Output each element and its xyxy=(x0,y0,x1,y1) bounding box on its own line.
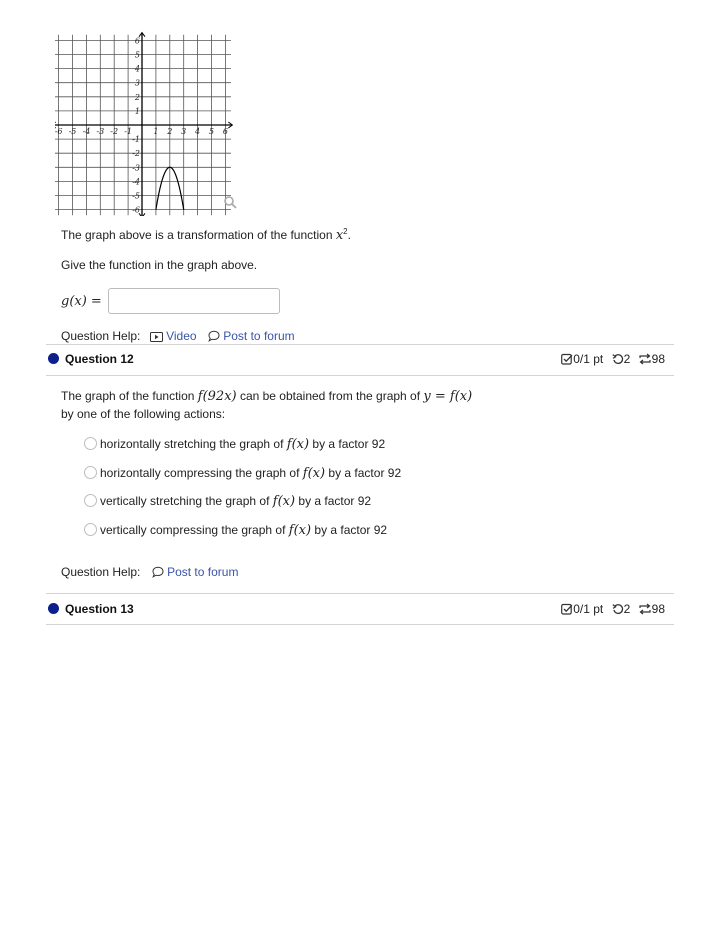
divider xyxy=(46,344,674,345)
function-graph xyxy=(55,30,245,216)
radio-button[interactable] xyxy=(84,494,97,507)
status-dot xyxy=(48,353,59,364)
x-tick-label: 5 xyxy=(208,127,215,136)
retry-icon xyxy=(612,353,624,365)
q12-prompt: The graph of the function f(92x) can be obtained from the graph of y = f(x) xyxy=(61,389,473,404)
y-tick-label: -3 xyxy=(132,163,140,173)
y-tick-label: 6 xyxy=(134,36,140,46)
y-tick-label: -6 xyxy=(132,205,140,215)
x-tick-label: 4 xyxy=(195,127,201,136)
versions-icon xyxy=(638,603,652,615)
q12-title: Question 12 xyxy=(65,352,134,366)
y-tick-label: 3 xyxy=(134,78,140,88)
speech-bubble-icon xyxy=(152,566,164,578)
status-dot xyxy=(48,603,59,614)
q12-help xyxy=(61,565,238,579)
retry-icon xyxy=(612,603,624,615)
option-4[interactable]: vertically compressing the graph of f(x) by a factor 92 xyxy=(84,523,387,538)
option-2[interactable]: horizontally compressing the graph of f(x) by a factor 92 xyxy=(84,466,401,481)
y-tick-label: -5 xyxy=(132,191,140,201)
y-tick-label: 1 xyxy=(134,106,140,116)
q13-title: Question 13 xyxy=(65,602,134,616)
y-tick-label: -4 xyxy=(132,177,140,187)
q12-header xyxy=(48,352,134,366)
q13-header xyxy=(48,602,134,616)
q12-prompt-line2: by one of the following actions: xyxy=(61,407,226,421)
video-icon xyxy=(150,332,163,342)
q11-help xyxy=(61,329,295,343)
y-tick-label: -2 xyxy=(132,149,140,159)
q13-meta: 0/1 pt 2 98 xyxy=(561,602,665,616)
post-to-forum-link[interactable]: Post to forum xyxy=(152,565,239,579)
divider xyxy=(46,624,674,625)
x-tick-label: -5 xyxy=(68,127,77,136)
option-3[interactable]: vertically stretching the graph of f(x) by a factor 92 xyxy=(84,494,371,509)
divider xyxy=(46,375,674,376)
versions-icon xyxy=(638,353,652,365)
x-tick-label: -4 xyxy=(82,127,91,136)
q11-instruction: Give the function in the graph above. xyxy=(61,258,258,272)
y-tick-label: 2 xyxy=(134,92,140,102)
checkbox-score-icon xyxy=(561,603,573,615)
radio-button[interactable] xyxy=(84,437,97,450)
x-tick-label: -3 xyxy=(96,127,105,136)
y-tick-label: 4 xyxy=(134,64,140,74)
option-1[interactable]: horizontally stretching the graph of f(x) by a factor 92 xyxy=(84,437,385,452)
y-tick-label: -1 xyxy=(132,135,140,145)
help-label: Question Help: xyxy=(61,565,141,579)
answer-input[interactable] xyxy=(108,288,280,314)
y-tick-label: 5 xyxy=(134,50,140,60)
x-tick-label: 6 xyxy=(222,127,228,136)
help-label: Question Help: xyxy=(61,329,141,343)
q11-prompt: The graph above is a transformation of the function $x^2$. xyxy=(61,227,351,243)
zoom-icon[interactable] xyxy=(225,197,236,208)
video-link[interactable]: Video xyxy=(150,329,200,343)
x-tick-label: -2 xyxy=(110,127,119,136)
x-tick-label: 2 xyxy=(167,127,173,136)
divider xyxy=(46,593,674,594)
radio-button[interactable] xyxy=(84,466,97,479)
x-tick-label: -1 xyxy=(124,127,132,136)
x-tick-label: 3 xyxy=(181,127,187,136)
x-tick-label: -6 xyxy=(55,127,63,136)
answer-label: g(x) = xyxy=(61,294,102,309)
post-to-forum-link[interactable]: Post to forum xyxy=(208,329,295,343)
x-tick-label: 1 xyxy=(153,127,159,136)
radio-button[interactable] xyxy=(84,523,97,536)
speech-bubble-icon xyxy=(208,330,220,342)
q12-meta: 0/1 pt 2 98 xyxy=(561,352,665,366)
checkbox-score-icon xyxy=(561,353,573,365)
